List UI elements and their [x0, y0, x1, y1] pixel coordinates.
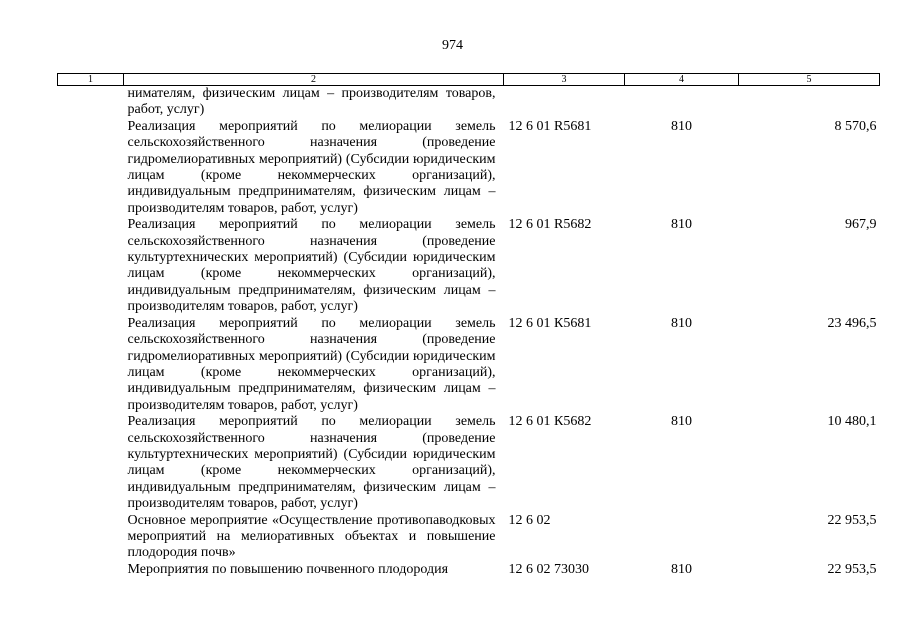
header-col-4: 4: [625, 74, 739, 86]
page-number: 974: [442, 38, 463, 53]
row-index-cell: [58, 414, 124, 512]
table-row: [58, 513, 880, 562]
row-index-cell: [58, 562, 124, 578]
item-amount: 967,9: [845, 217, 877, 233]
item-name: Реализация мероприятий по мелиорации земель сельскохозяйственного назначения (проведение гидромелиоративных мероприятий) (Субсидии юридическим лицам (кроме некоммерческих организаций), индивидуальным предпринимателям, физическим лицам – производителям товаров, работ, услуг): [127, 118, 496, 216]
item-code: 12 6 02 73030: [508, 561, 589, 577]
header-col-3: 3: [504, 74, 625, 86]
item-expense-type: 810: [671, 118, 692, 134]
item-amount: 22 953,5: [827, 561, 877, 577]
item-expense-type: [625, 86, 739, 119]
budget-table: [57, 73, 880, 578]
header-col-2: 2: [124, 74, 504, 86]
item-expense-type: 810: [671, 414, 692, 430]
row-index-cell: [58, 513, 124, 562]
row-index-cell: [58, 119, 124, 217]
item-name: нимателям, физическим лицам – производителям товаров, работ, услуг): [127, 86, 496, 118]
header-col-1: 1: [58, 74, 124, 86]
item-expense-type: 810: [671, 217, 692, 233]
item-amount: [739, 86, 880, 119]
item-expense-type: 810: [671, 561, 692, 577]
header-col-5: 5: [739, 74, 880, 86]
item-amount: 10 480,1: [827, 414, 877, 430]
header-row: [58, 74, 880, 86]
item-amount: 8 570,6: [834, 118, 877, 134]
table-row: [58, 562, 880, 578]
item-code: 12 6 01 К5681: [508, 315, 592, 331]
item-name: Мероприятия по повышению почвенного плодородия: [127, 561, 449, 577]
table-row: [58, 414, 880, 512]
item-expense-type: 810: [671, 315, 692, 331]
table-row: [58, 119, 880, 217]
item-amount: 22 953,5: [827, 512, 877, 528]
row-index-cell: [58, 316, 124, 414]
item-amount: 23 496,5: [827, 315, 877, 331]
item-expense-type: [625, 513, 739, 562]
item-name: Основное мероприятие «Осуществление противопаводковых мероприятий на мелиоративных объектах и повышение плодородия почв»: [127, 512, 496, 561]
table-row: [58, 316, 880, 414]
item-code: 12 6 01 R5681: [508, 118, 592, 134]
row-index-cell: [58, 217, 124, 315]
table-row: [58, 217, 880, 315]
item-name: Реализация мероприятий по мелиорации земель сельскохозяйственного назначения (проведение культуртехнических мероприятий) (Субсидии юридическим лицам (кроме некоммерческих организаций), индивидуальным предпринимателям, физическим лицам – производителям товаров, работ, услуг): [127, 414, 496, 512]
table-row: [58, 86, 880, 119]
item-code: 12 6 01 К5682: [508, 414, 592, 430]
item-name: Реализация мероприятий по мелиорации земель сельскохозяйственного назначения (проведение гидромелиоративных мероприятий) (Субсидии юридическим лицам (кроме некоммерческих организаций), индивидуальным предпринимателям, физическим лицам – производителям товаров, работ, услуг): [127, 315, 496, 413]
item-name: Реализация мероприятий по мелиорации земель сельскохозяйственного назначения (проведение культуртехнических мероприятий) (Субсидии юридическим лицам (кроме некоммерческих организаций), индивидуальным предпринимателям, физическим лицам – производителям товаров, работ, услуг): [127, 217, 496, 315]
row-index-cell: [58, 86, 124, 119]
item-code: 12 6 02: [508, 512, 551, 528]
item-code: 12 6 01 R5682: [508, 217, 592, 233]
item-code: [504, 86, 625, 119]
